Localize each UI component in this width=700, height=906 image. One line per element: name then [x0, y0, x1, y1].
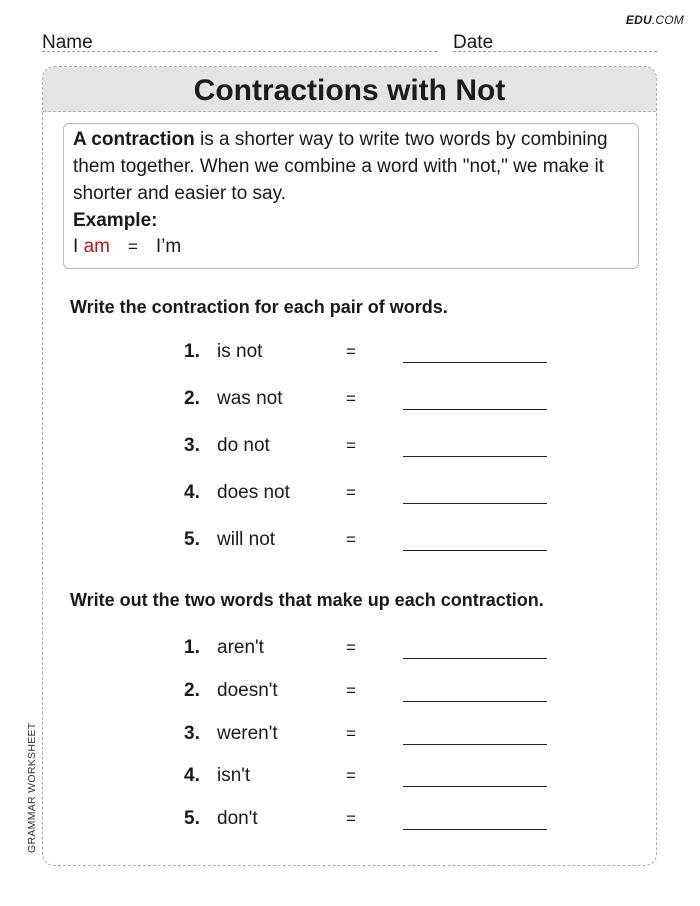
equals-sign: =	[346, 809, 356, 828]
item-number: 4.	[184, 482, 200, 503]
item-words: will not	[217, 529, 276, 550]
section2-item	[43, 637, 657, 661]
example-word-2: am	[83, 236, 110, 257]
example-result: I’m	[155, 236, 182, 257]
section2-item	[43, 680, 657, 704]
example-equals: =	[127, 237, 138, 256]
answer-line[interactable]	[403, 550, 547, 551]
worksheet-panel	[42, 66, 657, 866]
item-words: do not	[217, 435, 270, 456]
equals-sign: =	[346, 766, 356, 785]
section2-item	[43, 765, 657, 789]
answer-line[interactable]	[403, 744, 547, 745]
item-words: does not	[217, 482, 290, 503]
item-number: 1.	[184, 637, 200, 658]
brand-logo-bold: EDU	[625, 13, 652, 27]
answer-line[interactable]	[403, 786, 547, 787]
answer-line[interactable]	[403, 829, 547, 830]
definition-box	[63, 123, 639, 269]
equals-sign: =	[346, 638, 356, 657]
side-label: GRAMMAR WORKSHEET	[26, 722, 38, 853]
item-number: 3.	[184, 435, 200, 456]
section2-item	[43, 723, 657, 747]
item-number: 3.	[184, 723, 200, 744]
equals-sign: =	[346, 681, 356, 700]
brand-logo-rest: .COM	[651, 13, 684, 27]
name-field-line[interactable]	[42, 51, 437, 52]
name-date-row	[42, 30, 657, 54]
item-contraction: aren't	[217, 637, 264, 658]
answer-line[interactable]	[403, 456, 547, 457]
item-number: 5.	[184, 808, 200, 829]
item-number: 2.	[184, 388, 200, 409]
item-words: is not	[217, 341, 263, 362]
item-number: 1.	[184, 341, 200, 362]
answer-line[interactable]	[403, 362, 547, 363]
example-row	[73, 233, 628, 260]
equals-sign: =	[346, 724, 356, 743]
equals-sign: =	[346, 342, 356, 361]
item-number: 4.	[184, 765, 200, 786]
item-contraction: isn't	[217, 765, 251, 786]
equals-sign: =	[346, 389, 356, 408]
section2-instruction: Write out the two words that make up each contraction.	[70, 590, 544, 610]
section2-item	[43, 808, 657, 832]
equals-sign: =	[346, 530, 356, 549]
answer-line[interactable]	[403, 701, 547, 702]
section1-instruction: Write the contraction for each pair of words.	[70, 297, 448, 317]
item-contraction: doesn't	[217, 680, 278, 701]
item-contraction: weren't	[217, 723, 278, 744]
item-contraction: don't	[217, 808, 258, 829]
date-field-line[interactable]	[453, 51, 657, 52]
name-label: Name	[42, 32, 93, 53]
definition-term: A contraction	[73, 129, 195, 150]
section1-item	[43, 435, 657, 459]
brand-logo	[626, 13, 684, 27]
item-number: 5.	[184, 529, 200, 550]
equals-sign: =	[346, 436, 356, 455]
date-label: Date	[453, 32, 494, 53]
equals-sign: =	[346, 483, 356, 502]
example-word-1: I	[73, 236, 79, 257]
answer-line[interactable]	[403, 409, 547, 410]
item-number: 2.	[184, 680, 200, 701]
section1-item	[43, 482, 657, 506]
section1-item	[43, 341, 657, 365]
example-label: Example:	[73, 210, 158, 231]
item-words: was not	[217, 388, 283, 409]
answer-line[interactable]	[403, 658, 547, 659]
definition-paragraph	[73, 126, 628, 207]
definition-text: is a shorter way to write two words by combining them together. When we combine a word with "not," we make it shorter and easier to say.	[73, 129, 608, 204]
section1-item	[43, 388, 657, 412]
section1-item	[43, 529, 657, 553]
answer-line[interactable]	[403, 503, 547, 504]
worksheet-title: Contractions with Not	[43, 67, 656, 112]
